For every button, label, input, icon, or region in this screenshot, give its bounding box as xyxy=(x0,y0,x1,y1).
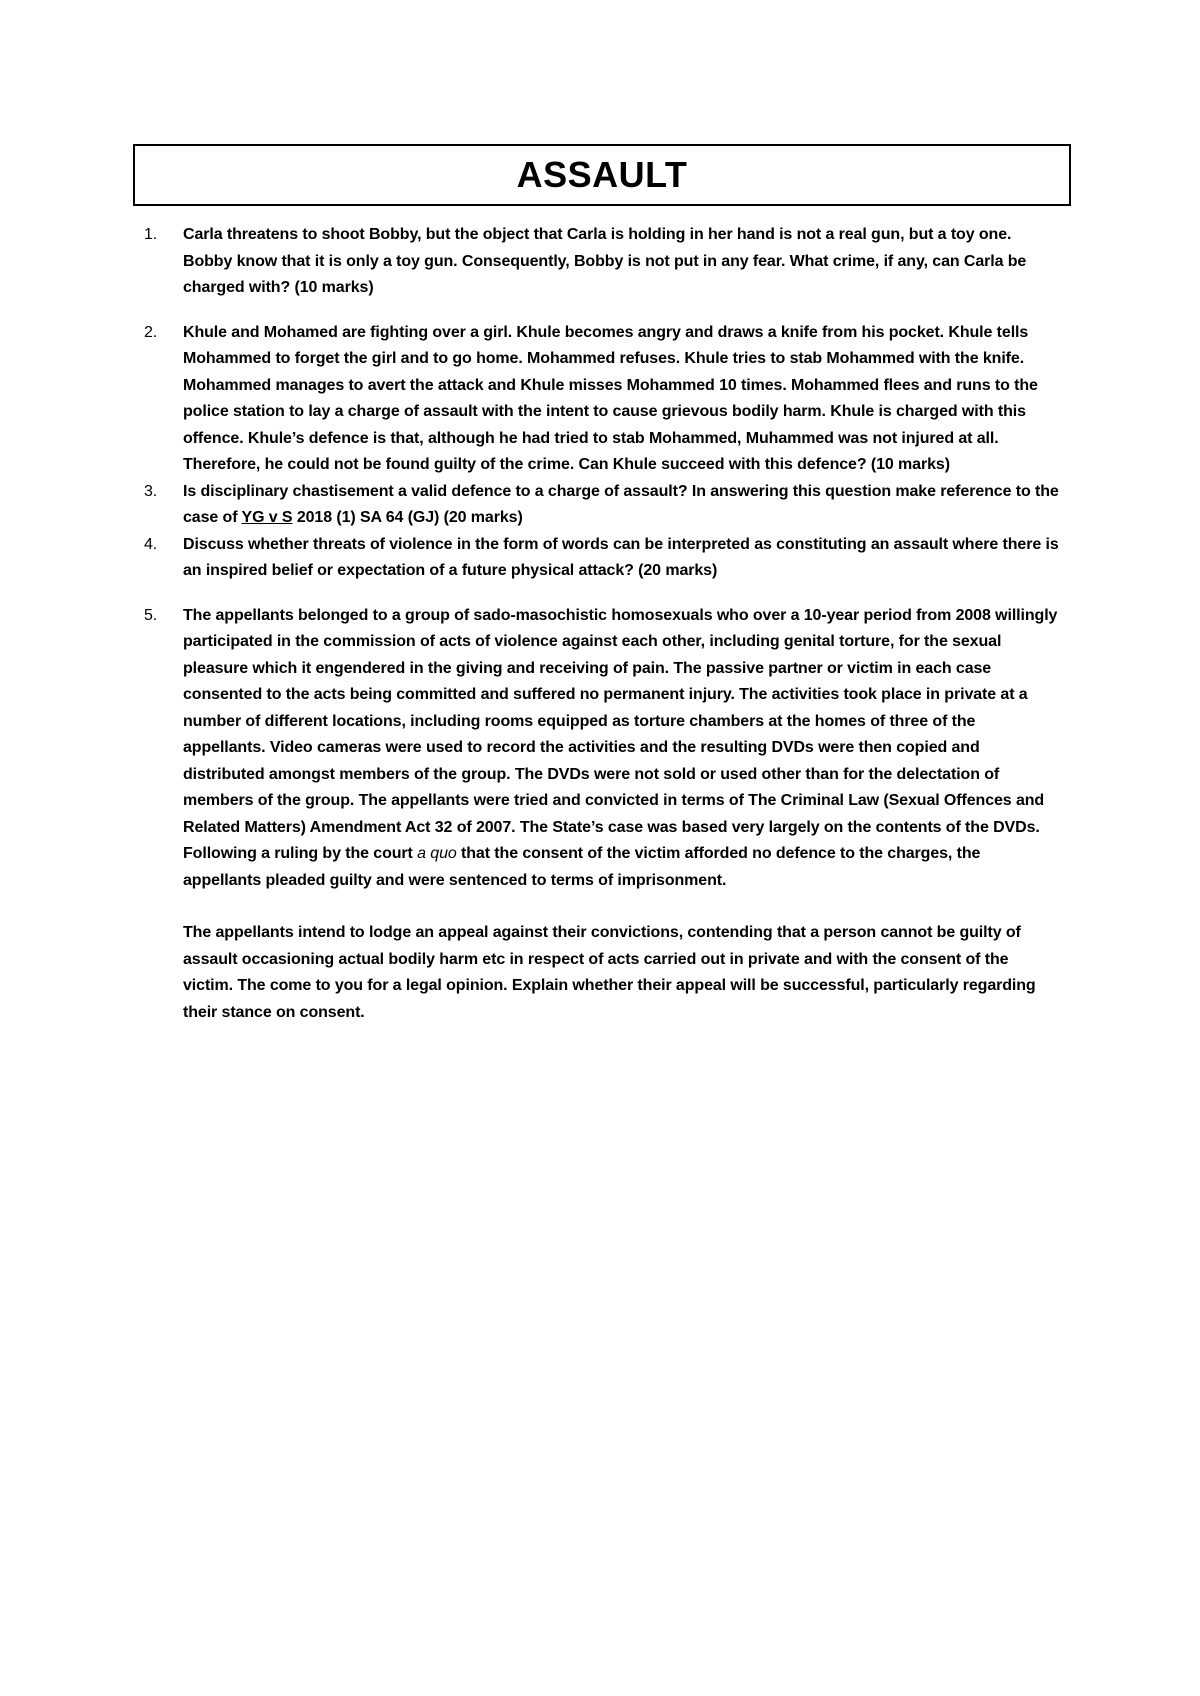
question-number: 2. xyxy=(144,323,158,341)
paragraph-text-before: The appellants belonged to a group of sado-masochistic homosexuals who over a 10-year period from 2008 willingly participated in the commission of acts of violence against each other, including genital torture, for the sexual pleasure which it engendered in the giving and receiving of pain. The passive partner or victim in each case consented to the acts being committed and suffered no permanent injury. The activities took place in private at a number of different locations, including rooms equipped as torture chambers at the homes of three of the appellants. Video cameras were used to record the activities and the resulting DVDs were then copied and distributed amongst members of the group. The DVDs were not sold or used other than for the delectation of members of the group. The appellants were tried and convicted in terms of The Criminal Law (Sexual Offences and Related Matters) Amendment Act 32 of 2007. The State’s case was based very largely on the contents of the DVDs. Following a ruling by the court xyxy=(183,606,1058,862)
question-item-3 xyxy=(140,479,1060,532)
question-number: 3. xyxy=(144,482,158,500)
question-item-1 xyxy=(140,222,1060,302)
latin-term: a quo xyxy=(417,845,457,862)
page-title: ASSAULT xyxy=(516,154,688,195)
case-reference: YG v S xyxy=(241,509,293,526)
question-text-before: Is disciplinary chastisement a valid defence to a charge of assault? In answering this question make reference to the case of xyxy=(183,482,1059,526)
question-paragraph-1 xyxy=(183,603,1060,895)
question-item-2 xyxy=(140,320,1060,479)
question-text xyxy=(183,479,1060,532)
question-list xyxy=(140,222,1060,1026)
question-text: Discuss whether threats of violence in the form of words can be interpreted as constituting an assault where there is an inspired belief or expectation of a future physical attack? (20 marks) xyxy=(183,535,1059,579)
question-paragraph-2: The appellants intend to lodge an appeal against their convictions, contending that a person cannot be guilty of assault occasioning actual bodily harm etc in respect of acts carried out in private and with the consent of the victim. The come to you for a legal opinion. Explain whether their appeal will be successful, particularly regarding their stance on consent. xyxy=(183,924,1036,1021)
question-item-4 xyxy=(140,532,1060,585)
question-number: 5. xyxy=(144,606,158,624)
question-text: Carla threatens to shoot Bobby, but the object that Carla is holding in her hand is not a real gun, but a toy one. Bobby know that it is only a toy gun. Consequently, Bobby is not put in any fear. What crime, if any, can Carla be charged with? (10 marks) xyxy=(183,226,1027,296)
question-number: 4. xyxy=(144,535,158,553)
question-item-5 xyxy=(140,603,1060,1027)
question-text: Khule and Mohamed are fighting over a girl. Khule becomes angry and draws a knife from his pocket. Khule tells Mohammed to forget the girl and to go home. Mohammed refuses. Khule tries to stab Mohammed with the knife. Mohammed manages to avert the attack and Khule misses Mohammed 10 times. Mohammed flees and runs to the police station to lay a charge of assault with the intent to cause grievous bodily harm. Khule is charged with this offence. Khule’s defence is that, although he had tried to stab Mohammed, Muhammed was not injured at all. Therefore, he could not be found guilty of the crime. Can Khule succeed with this defence? (10 marks) xyxy=(183,323,1038,473)
title-box xyxy=(133,144,1071,206)
question-text-after: 2018 (1) SA 64 (GJ) (20 marks) xyxy=(292,509,523,526)
paragraph-text-after: that the consent of the victim afforded no defence to the charges, the appellants pleaded guilty and were sentenced to terms of imprisonment. xyxy=(183,845,981,889)
question-number: 1. xyxy=(144,226,158,243)
